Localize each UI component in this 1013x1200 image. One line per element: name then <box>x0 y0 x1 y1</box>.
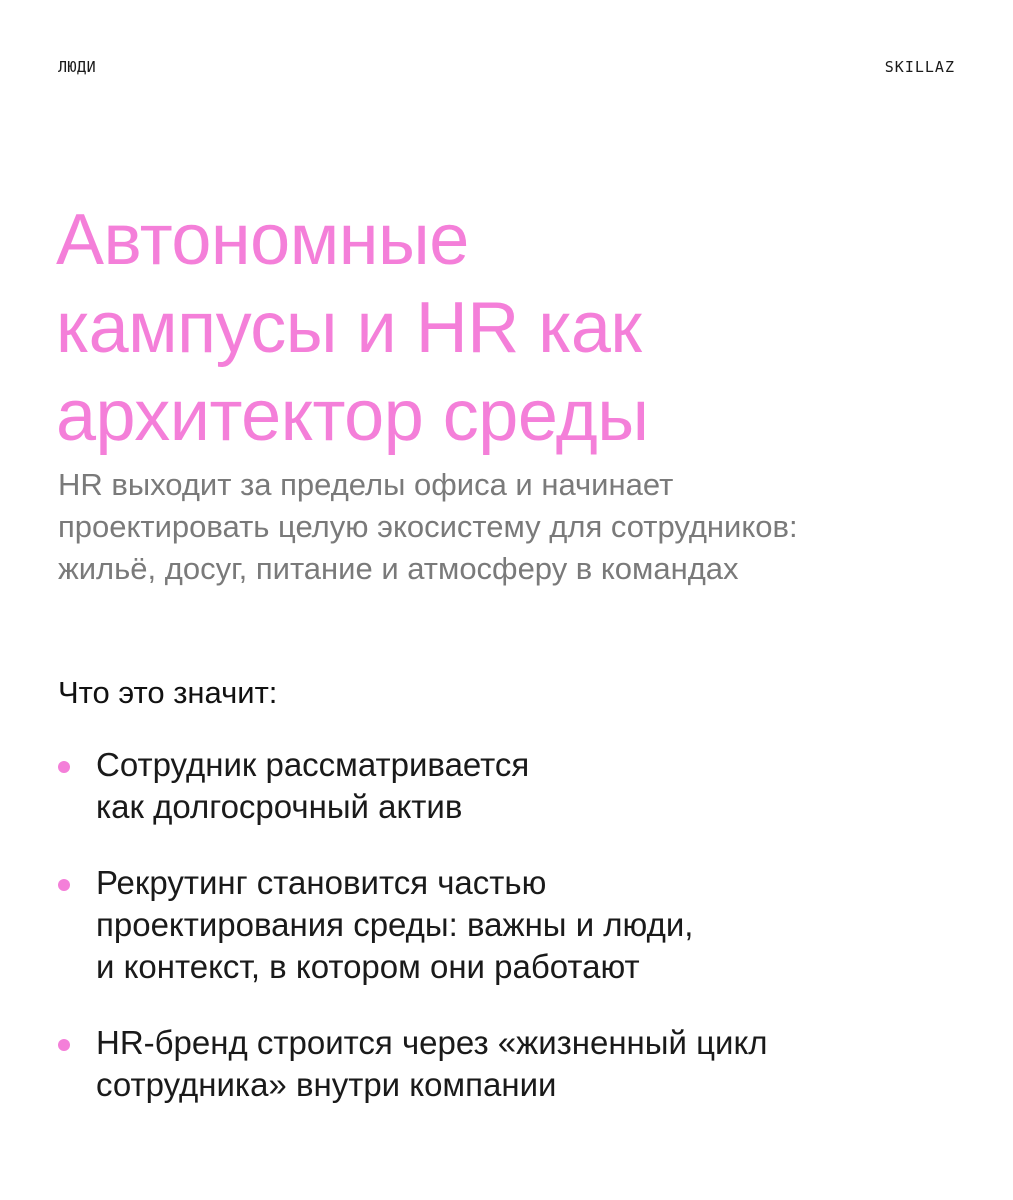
list-item <box>58 862 958 988</box>
list-item-line: Рекрутинг становится частью <box>96 864 547 901</box>
title-line: архитектор среды <box>56 376 649 456</box>
bullet-dot-icon <box>58 761 70 773</box>
bullet-dot-icon <box>58 879 70 891</box>
list-item-line: как долгосрочный актив <box>96 788 463 825</box>
section-heading: Что это значит: <box>58 675 278 710</box>
list-item-line: и контекст, в котором они работают <box>96 948 640 985</box>
subtitle-line: проектировать целую экосистему для сотрудников: <box>58 509 798 544</box>
brand-logo: SKILLAZ <box>884 58 955 76</box>
bullet-dot-icon <box>58 1039 70 1051</box>
list-item <box>58 744 958 828</box>
page-title <box>56 196 956 460</box>
list-item-line: проектирования среды: важны и люди, <box>96 906 694 943</box>
list-item-line: HR-бренд строится через «жизненный цикл <box>96 1024 768 1061</box>
list-item-line: сотрудника» внутри компании <box>96 1066 557 1103</box>
subtitle <box>58 464 968 590</box>
list-item-line: Сотрудник рассматривается <box>96 746 530 783</box>
title-line: кампусы и HR как <box>56 288 642 368</box>
subtitle-line: жильё, досуг, питание и атмосферу в командах <box>58 551 739 586</box>
bullet-list <box>58 744 958 1140</box>
title-line: Автономные <box>56 200 469 280</box>
section-label: ЛЮДИ <box>58 58 97 76</box>
subtitle-line: HR выходит за пределы офиса и начинает <box>58 467 674 502</box>
list-item <box>58 1022 958 1106</box>
